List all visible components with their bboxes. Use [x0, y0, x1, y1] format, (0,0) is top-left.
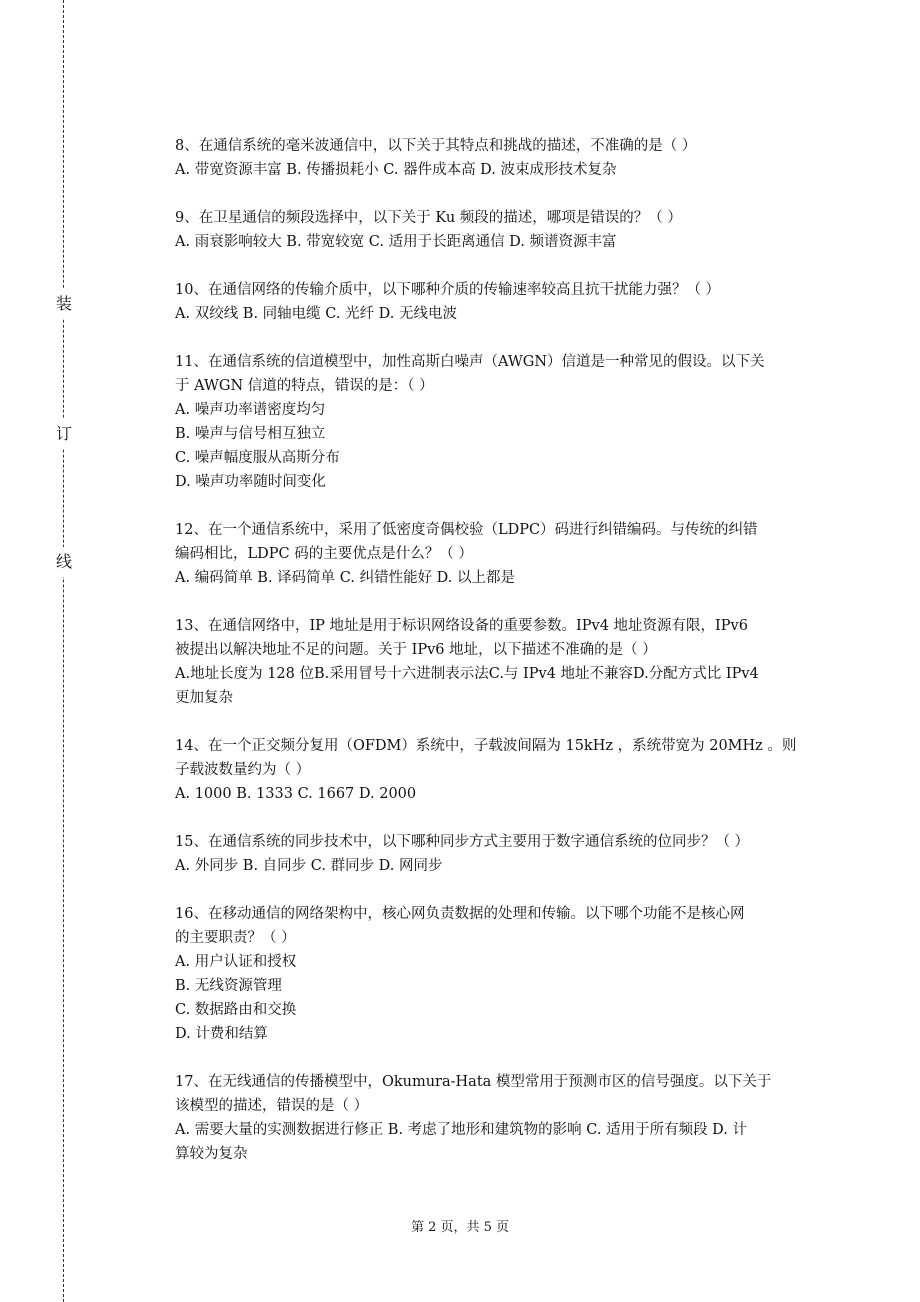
question-option-line: A. 用户认证和授权: [175, 954, 297, 970]
question-option-line: B. 噪声与信号相互独立: [175, 426, 326, 442]
question-item: [175, 134, 815, 182]
question-stem-line: 子载波数量约为（ ）: [175, 762, 311, 778]
question-option-line: A. 噪声功率谱密度均匀: [175, 402, 326, 418]
question-item: [175, 1070, 815, 1166]
question-option-line: A. 带宽资源丰富 B. 传播损耗小 C. 器件成本高 D. 波束成形技术复杂: [175, 162, 617, 178]
question-item: [175, 278, 815, 326]
question-stem-line: 10、在通信网络的传输介质中，以下哪种介质的传输速率较高且抗干扰能力强？（ ）: [175, 282, 721, 298]
question-option-line: 算较为复杂: [175, 1146, 248, 1162]
question-item: [175, 206, 815, 254]
question-stem-line: 15、在通信系统的同步技术中，以下哪种同步方式主要用于数字通信系统的位同步？（ ）: [175, 834, 750, 850]
question-item: [175, 830, 815, 878]
question-option-line: A. 双绞线 B. 同轴电缆 C. 光纤 D. 无线电波: [175, 306, 458, 322]
question-option-line: C. 数据路由和交换: [175, 1002, 297, 1018]
page-number: 第 2 页，共 5 页: [410, 1220, 510, 1235]
question-stem-line: 的主要职责？（ ）: [175, 930, 296, 946]
question-stem-line: 13、在通信网络中，IP 地址是用于标识网络设备的重要参数。IPv4 地址资源有限，IPv6: [175, 618, 748, 634]
question-stem-line: 12、在一个通信系统中，采用了低密度奇偶校验（LDPC）码进行纠错编码。与传统的纠错: [175, 522, 758, 538]
question-stem-line: 被提出以解决地址不足的问题。关于 IPv6 地址，以下描述不准确的是（ ）: [175, 642, 657, 658]
question-option-line: A. 需要大量的实测数据进行修正 B. 考虑了地形和建筑物的影响 C. 适用于所有频段 D. 计: [175, 1122, 748, 1138]
question-stem-line: 14、在一个正交频分复用（OFDM）系统中，子载波间隔为 15kHz ，系统带宽为 20MHz 。则: [175, 738, 797, 754]
binding-char-ding: 订: [53, 419, 75, 449]
question-stem-line: 编码相比，LDPC 码的主要优点是什么？（ ）: [175, 546, 473, 562]
binding-char-xian: 线: [53, 547, 75, 577]
binding-char-zhuang: 装: [53, 289, 75, 319]
question-option-line: 更加复杂: [175, 690, 233, 706]
question-item: [175, 518, 815, 590]
question-option-line: A. 雨衰影响较大 B. 带宽较宽 C. 适用于长距离通信 D. 频谱资源丰富: [175, 234, 617, 250]
question-stem-line: 8、在通信系统的毫米波通信中，以下关于其特点和挑战的描述，不准确的是（ ）: [175, 138, 697, 154]
question-stem-line: 16、在移动通信的网络架构中，核心网负责数据的处理和传输。以下哪个功能不是核心网: [175, 906, 745, 922]
question-stem-line: 9、在卫星通信的频段选择中，以下关于 Ku 频段的描述，哪项是错误的？（ ）: [175, 210, 682, 226]
question-option-line: A. 编码简单 B. 译码简单 C. 纠错性能好 D. 以上都是: [175, 570, 516, 586]
binding-dashed-line: [63, 0, 64, 1302]
question-stem-line: 该模型的描述，错误的是（ ）: [175, 1098, 369, 1114]
question-item: [175, 734, 815, 806]
question-option-line: B. 无线资源管理: [175, 978, 282, 994]
question-stem-line: 17、在无线通信的传播模型中，Okumura-Hata 模型常用于预测市区的信号强度。以下关于: [175, 1074, 772, 1090]
question-option-line: A.地址长度为 128 位B.采用冒号十六进制表示法C.与 IPv4 地址不兼容D.分配方式比 IPv4: [175, 666, 759, 682]
question-option-line: A. 1000 B. 1333 C. 1667 D. 2000: [175, 786, 417, 802]
question-list: [175, 134, 815, 1190]
question-item: [175, 350, 815, 494]
question-item: [175, 902, 815, 1046]
question-option-line: C. 噪声幅度服从高斯分布: [175, 450, 340, 466]
question-option-line: D. 噪声功率随时间变化: [175, 474, 326, 490]
question-option-line: D. 计费和结算: [175, 1026, 268, 1042]
question-option-line: A. 外同步 B. 自同步 C. 群同步 D. 网同步: [175, 858, 443, 874]
question-item: [175, 614, 815, 710]
question-stem-line: 于 AWGN 信道的特点，错误的是：（ ）: [175, 378, 434, 394]
question-stem-line: 11、在通信系统的信道模型中，加性高斯白噪声（AWGN）信道是一种常见的假设。以下关: [175, 354, 765, 370]
